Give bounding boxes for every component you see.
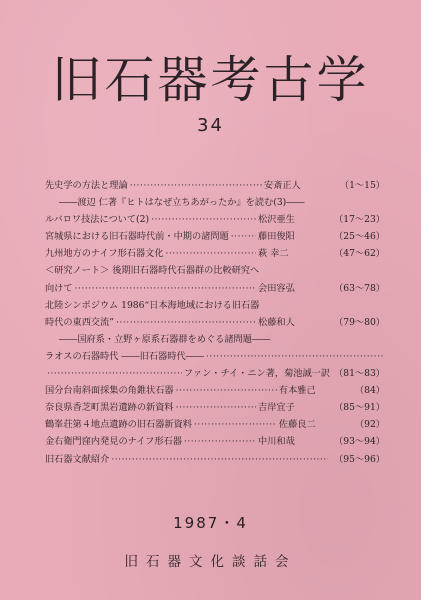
leader-dots bbox=[184, 433, 256, 450]
toc-author: 佐藤良二 bbox=[278, 419, 316, 431]
toc-title: 奈良県香芝町黒岩遺跡の新資料 bbox=[45, 402, 174, 414]
toc-pages: （95～96） bbox=[334, 453, 385, 465]
toc-entry-4 bbox=[45, 245, 385, 262]
toc-entry-5-line1 bbox=[45, 262, 385, 279]
toc-entry-7-line1 bbox=[45, 348, 385, 365]
toc-author: 会田容弘 bbox=[258, 282, 295, 294]
toc-title: ルバロワ技法について(2) bbox=[45, 214, 150, 226]
toc-pages: （84） bbox=[354, 385, 385, 397]
leader-dots bbox=[130, 177, 262, 194]
table-of-contents bbox=[45, 177, 385, 468]
toc-title: 時代の東西交流” bbox=[45, 316, 115, 328]
leader-dots bbox=[47, 365, 182, 382]
toc-title: 金右衛門窪内発見のナイフ形石器 bbox=[45, 436, 182, 448]
toc-author: 吉岸宜子 bbox=[258, 402, 295, 414]
toc-pages: （85～91） bbox=[334, 402, 385, 414]
toc-author: 松沢亜生 bbox=[258, 214, 295, 226]
toc-pages: （92） bbox=[354, 419, 385, 431]
toc-title: 北陸シンポジウム 1986“日本海地域における旧石器 bbox=[45, 299, 260, 311]
toc-author: 安斎正人 bbox=[263, 180, 301, 191]
toc-entry-11 bbox=[45, 433, 385, 450]
toc-title: ラオスの石器時代 ――旧石器時代―― bbox=[45, 350, 205, 362]
toc-pages: （93～94） bbox=[334, 436, 385, 448]
toc-pages: （47～62） bbox=[334, 248, 385, 260]
toc-pages: （1～15） bbox=[339, 180, 385, 191]
toc-entry-1-subtitle bbox=[45, 194, 385, 211]
publication-date: 1987・4 bbox=[173, 514, 248, 532]
toc-entry-10 bbox=[45, 416, 385, 433]
toc-author: 萩 幸二 bbox=[258, 248, 289, 260]
leader-dots bbox=[111, 451, 328, 468]
toc-entry-8 bbox=[45, 382, 385, 399]
toc-title: 鶴峯荘第４地点遺跡の旧石器新資料 bbox=[45, 419, 192, 431]
toc-pages: （17～23） bbox=[334, 214, 385, 226]
leader-dots bbox=[151, 211, 256, 228]
leader-dots bbox=[75, 280, 256, 297]
toc-author: 中川和哉 bbox=[258, 436, 295, 448]
toc-pages: （79～80） bbox=[334, 316, 385, 328]
leader-dots bbox=[166, 245, 257, 262]
toc-pages: （63～78） bbox=[334, 282, 385, 294]
journal-title: 旧石器考古学 bbox=[51, 51, 370, 109]
toc-title: 宮城県における旧石器時代前・中期の諸問題 bbox=[45, 231, 229, 243]
toc-subtitle: ――国府系・立野ヶ原系石器群をめぐる諸問題―― bbox=[59, 333, 271, 345]
toc-entry-5-line2 bbox=[45, 280, 385, 297]
toc-title: 旧石器文献紹介 bbox=[45, 453, 110, 465]
toc-author: 藤田俊阳 bbox=[258, 231, 295, 243]
toc-entry-9 bbox=[45, 399, 385, 416]
toc-author: 松藤和人 bbox=[258, 316, 295, 328]
toc-title: 先史学の方法と理論 bbox=[45, 180, 128, 191]
publisher-name: 旧石器文化談話会 bbox=[124, 554, 297, 570]
toc-entry-7-line2 bbox=[45, 365, 385, 382]
toc-entry-12 bbox=[45, 451, 385, 468]
toc-entry-6-line1 bbox=[45, 297, 385, 314]
toc-entry-6-subtitle bbox=[45, 331, 385, 348]
volume-number: 34 bbox=[197, 115, 224, 136]
toc-title: 向けて bbox=[45, 282, 73, 294]
toc-pages: （25～46） bbox=[334, 231, 385, 243]
toc-author: 有本雅己 bbox=[278, 385, 316, 397]
leader-dots bbox=[206, 348, 383, 365]
toc-title: ＜研究ノート＞ 後期旧石器時代石器群の比較研究へ bbox=[45, 265, 260, 277]
toc-entry-6-line2 bbox=[45, 314, 385, 331]
toc-subtitle: ――渡辺 仁著『ヒトはなぜ立ちあがったか』を読む(3)―― bbox=[59, 197, 305, 209]
leader-dots bbox=[194, 416, 277, 433]
toc-title: 九州地方のナイフ形石器文化 bbox=[45, 248, 164, 260]
leader-dots bbox=[176, 399, 256, 416]
toc-entry-3 bbox=[45, 228, 385, 245]
toc-author-credit: ファン・チイ・ニン著，菊池誠一訳 bbox=[183, 368, 331, 380]
toc-title: 国分台南斜面採集の角錐状石器 bbox=[45, 385, 174, 397]
toc-pages: （81～83） bbox=[334, 368, 385, 380]
toc-entry-1 bbox=[45, 177, 385, 194]
leader-dots bbox=[231, 228, 256, 245]
toc-entry-2 bbox=[45, 211, 385, 228]
leader-dots bbox=[116, 314, 256, 331]
leader-dots bbox=[176, 382, 277, 399]
